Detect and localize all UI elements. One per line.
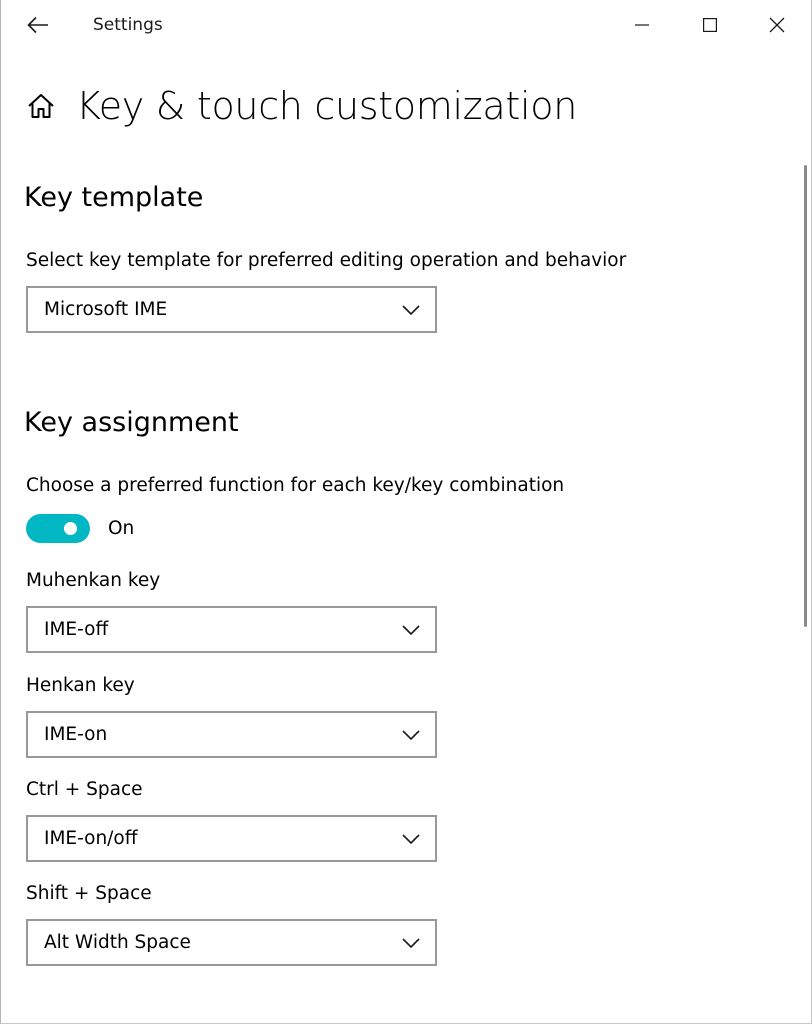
chevron-down-icon bbox=[401, 935, 421, 951]
chevron-down-icon bbox=[401, 727, 421, 743]
key-assignment-toggle[interactable] bbox=[26, 514, 90, 543]
toggle-state-label: On bbox=[108, 518, 135, 539]
close-button[interactable] bbox=[744, 0, 810, 50]
dropdown-value: Microsoft IME bbox=[44, 299, 168, 320]
vertical-scrollbar[interactable] bbox=[804, 165, 807, 627]
title-bar bbox=[1, 0, 811, 50]
maximize-icon bbox=[703, 18, 717, 32]
minimize-button[interactable] bbox=[609, 0, 675, 50]
minimize-icon bbox=[635, 18, 649, 32]
key-assignment-heading: Key assignment bbox=[24, 407, 239, 438]
ctrl-space-label: Ctrl + Space bbox=[26, 779, 143, 800]
chevron-down-icon bbox=[401, 302, 421, 318]
key-assignment-toggle-row bbox=[26, 514, 134, 543]
henkan-key-dropdown[interactable] bbox=[26, 711, 437, 758]
app-title: Settings bbox=[93, 15, 163, 35]
back-button[interactable] bbox=[15, 6, 61, 44]
dropdown-value: IME-off bbox=[44, 619, 109, 640]
back-arrow-icon bbox=[27, 16, 49, 34]
page-title: Key & touch customization bbox=[76, 84, 577, 128]
key-template-dropdown[interactable] bbox=[26, 286, 437, 333]
dropdown-value: IME-on/off bbox=[44, 828, 138, 849]
shift-space-label: Shift + Space bbox=[26, 883, 152, 904]
key-assignment-description: Choose a preferred function for each key/key combination bbox=[26, 475, 565, 496]
ctrl-space-dropdown[interactable] bbox=[26, 815, 437, 862]
henkan-key-label: Henkan key bbox=[26, 675, 135, 696]
dropdown-value: Alt Width Space bbox=[44, 932, 191, 953]
home-icon bbox=[27, 93, 55, 119]
muhenkan-key-dropdown[interactable] bbox=[26, 606, 437, 653]
key-template-description: Select key template for preferred editing operation and behavior bbox=[26, 250, 627, 271]
chevron-down-icon bbox=[401, 622, 421, 638]
close-icon bbox=[769, 17, 785, 33]
page-header bbox=[26, 84, 577, 128]
maximize-button[interactable] bbox=[677, 0, 743, 50]
muhenkan-key-label: Muhenkan key bbox=[26, 570, 161, 591]
chevron-down-icon bbox=[401, 831, 421, 847]
dropdown-value: IME-on bbox=[44, 724, 108, 745]
home-button[interactable] bbox=[26, 91, 56, 121]
key-template-heading: Key template bbox=[24, 182, 204, 213]
shift-space-dropdown[interactable] bbox=[26, 919, 437, 966]
toggle-knob bbox=[64, 522, 77, 535]
